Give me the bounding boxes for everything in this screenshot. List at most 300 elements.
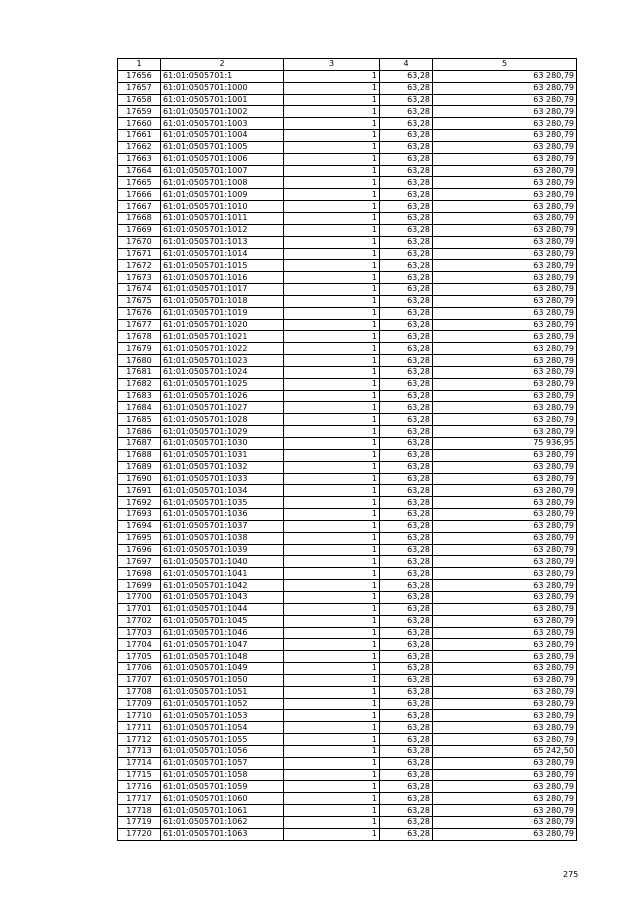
cadastral-number-cell: 61:01:0505701:1038: [161, 532, 284, 544]
table-row: [118, 591, 577, 603]
value-cell: 63 280,79: [433, 793, 577, 805]
row-number-cell: 17702: [118, 615, 161, 627]
value-cell: 63 280,79: [433, 710, 577, 722]
row-number-cell: 17714: [118, 757, 161, 769]
area-cell: 63,28: [380, 805, 433, 817]
value-cell: 63 280,79: [433, 272, 577, 284]
area-cell: 63,28: [380, 568, 433, 580]
area-cell: 63,28: [380, 461, 433, 473]
row-number-cell: 17680: [118, 355, 161, 367]
area-cell: 63,28: [380, 224, 433, 236]
value-cell: 63 280,79: [433, 260, 577, 272]
row-number-cell: 17671: [118, 248, 161, 260]
column-header-5: 5: [433, 59, 577, 71]
table-row: [118, 781, 577, 793]
quantity-cell: 1: [284, 212, 380, 224]
value-cell: 63 280,79: [433, 663, 577, 675]
row-number-cell: 17687: [118, 438, 161, 450]
quantity-cell: 1: [284, 817, 380, 829]
row-number-cell: 17713: [118, 745, 161, 757]
quantity-cell: 1: [284, 449, 380, 461]
cadastral-number-cell: 61:01:0505701:1053: [161, 710, 284, 722]
table-row: [118, 603, 577, 615]
table-row: [118, 544, 577, 556]
row-number-cell: 17706: [118, 663, 161, 675]
value-cell: 75 936,95: [433, 438, 577, 450]
row-number-cell: 17684: [118, 402, 161, 414]
area-cell: 63,28: [380, 177, 433, 189]
table-row: [118, 627, 577, 639]
value-cell: 63 280,79: [433, 284, 577, 296]
quantity-cell: 1: [284, 177, 380, 189]
area-cell: 63,28: [380, 248, 433, 260]
row-number-cell: 17673: [118, 272, 161, 284]
row-number-cell: 17700: [118, 591, 161, 603]
quantity-cell: 1: [284, 378, 380, 390]
table-row: [118, 722, 577, 734]
cadastral-number-cell: 61:01:0505701:1002: [161, 106, 284, 118]
table-row: [118, 520, 577, 532]
column-header-4: 4: [380, 59, 433, 71]
area-cell: 63,28: [380, 236, 433, 248]
quantity-cell: 1: [284, 663, 380, 675]
cadastral-number-cell: 61:01:0505701:1023: [161, 355, 284, 367]
quantity-cell: 1: [284, 686, 380, 698]
cadastral-number-cell: 61:01:0505701:1033: [161, 473, 284, 485]
area-cell: 63,28: [380, 307, 433, 319]
quantity-cell: 1: [284, 236, 380, 248]
table-row: [118, 556, 577, 568]
value-cell: 63 280,79: [433, 331, 577, 343]
value-cell: 63 280,79: [433, 805, 577, 817]
row-number-cell: 17686: [118, 426, 161, 438]
cadastral-number-cell: 61:01:0505701:1: [161, 70, 284, 82]
value-cell: 63 280,79: [433, 414, 577, 426]
value-cell: 63 280,79: [433, 390, 577, 402]
row-number-cell: 17660: [118, 118, 161, 130]
quantity-cell: 1: [284, 106, 380, 118]
cadastral-number-cell: 61:01:0505701:1000: [161, 82, 284, 94]
table-row: [118, 319, 577, 331]
table-row: [118, 639, 577, 651]
cadastral-number-cell: 61:01:0505701:1005: [161, 141, 284, 153]
row-number-cell: 17676: [118, 307, 161, 319]
quantity-cell: 1: [284, 591, 380, 603]
area-cell: 63,28: [380, 130, 433, 142]
area-cell: 63,28: [380, 118, 433, 130]
value-cell: 63 280,79: [433, 355, 577, 367]
quantity-cell: 1: [284, 82, 380, 94]
value-cell: 63 280,79: [433, 615, 577, 627]
area-cell: 63,28: [380, 343, 433, 355]
quantity-cell: 1: [284, 189, 380, 201]
cadastral-number-cell: 61:01:0505701:1039: [161, 544, 284, 556]
area-cell: 63,28: [380, 141, 433, 153]
quantity-cell: 1: [284, 355, 380, 367]
row-number-cell: 17703: [118, 627, 161, 639]
area-cell: 63,28: [380, 734, 433, 746]
area-cell: 63,28: [380, 497, 433, 509]
area-cell: 63,28: [380, 82, 433, 94]
quantity-cell: 1: [284, 295, 380, 307]
quantity-cell: 1: [284, 497, 380, 509]
row-number-cell: 17679: [118, 343, 161, 355]
table-row: [118, 307, 577, 319]
area-cell: 63,28: [380, 94, 433, 106]
cadastral-number-cell: 61:01:0505701:1063: [161, 828, 284, 840]
table-row: [118, 710, 577, 722]
quantity-cell: 1: [284, 651, 380, 663]
table-row: [118, 461, 577, 473]
area-cell: 63,28: [380, 295, 433, 307]
quantity-cell: 1: [284, 805, 380, 817]
value-cell: 63 280,79: [433, 118, 577, 130]
row-number-cell: 17683: [118, 390, 161, 402]
value-cell: 63 280,79: [433, 378, 577, 390]
value-cell: 63 280,79: [433, 70, 577, 82]
cadastral-number-cell: 61:01:0505701:1025: [161, 378, 284, 390]
cadastral-number-cell: 61:01:0505701:1012: [161, 224, 284, 236]
quantity-cell: 1: [284, 757, 380, 769]
quantity-cell: 1: [284, 201, 380, 213]
row-number-cell: 17682: [118, 378, 161, 390]
row-number-cell: 17665: [118, 177, 161, 189]
table-row: [118, 651, 577, 663]
row-number-cell: 17696: [118, 544, 161, 556]
quantity-cell: 1: [284, 307, 380, 319]
cadastral-number-cell: 61:01:0505701:1011: [161, 212, 284, 224]
row-number-cell: 17690: [118, 473, 161, 485]
value-cell: 63 280,79: [433, 165, 577, 177]
row-number-cell: 17707: [118, 674, 161, 686]
row-number-cell: 17672: [118, 260, 161, 272]
quantity-cell: 1: [284, 414, 380, 426]
row-number-cell: 17717: [118, 793, 161, 805]
quantity-cell: 1: [284, 461, 380, 473]
area-cell: 63,28: [380, 544, 433, 556]
row-number-cell: 17711: [118, 722, 161, 734]
table-row: [118, 686, 577, 698]
value-cell: 63 280,79: [433, 402, 577, 414]
value-cell: 63 280,79: [433, 212, 577, 224]
quantity-cell: 1: [284, 793, 380, 805]
value-cell: 63 280,79: [433, 94, 577, 106]
table-row: [118, 189, 577, 201]
table-row: [118, 331, 577, 343]
cadastral-number-cell: 61:01:0505701:1061: [161, 805, 284, 817]
area-cell: 63,28: [380, 355, 433, 367]
quantity-cell: 1: [284, 343, 380, 355]
cadastral-number-cell: 61:01:0505701:1055: [161, 734, 284, 746]
table-row: [118, 485, 577, 497]
table-row: [118, 674, 577, 686]
area-cell: 63,28: [380, 272, 433, 284]
area-cell: 63,28: [380, 106, 433, 118]
area-cell: 63,28: [380, 757, 433, 769]
value-cell: 63 280,79: [433, 366, 577, 378]
area-cell: 63,28: [380, 189, 433, 201]
cadastral-number-cell: 61:01:0505701:1062: [161, 817, 284, 829]
area-cell: 63,28: [380, 402, 433, 414]
area-cell: 63,28: [380, 781, 433, 793]
value-cell: 63 280,79: [433, 509, 577, 521]
value-cell: 63 280,79: [433, 817, 577, 829]
cadastral-number-cell: 61:01:0505701:1020: [161, 319, 284, 331]
cadastral-number-cell: 61:01:0505701:1060: [161, 793, 284, 805]
value-cell: 63 280,79: [433, 343, 577, 355]
value-cell: 63 280,79: [433, 591, 577, 603]
table-row: [118, 177, 577, 189]
quantity-cell: 1: [284, 438, 380, 450]
cadastral-number-cell: 61:01:0505701:1013: [161, 236, 284, 248]
area-cell: 63,28: [380, 580, 433, 592]
table-row: [118, 118, 577, 130]
table-row: [118, 272, 577, 284]
quantity-cell: 1: [284, 331, 380, 343]
value-cell: 63 280,79: [433, 532, 577, 544]
cadastral-number-cell: 61:01:0505701:1051: [161, 686, 284, 698]
area-cell: 63,28: [380, 426, 433, 438]
area-cell: 63,28: [380, 627, 433, 639]
row-number-cell: 17719: [118, 817, 161, 829]
quantity-cell: 1: [284, 260, 380, 272]
table-row: [118, 817, 577, 829]
area-cell: 63,28: [380, 651, 433, 663]
area-cell: 63,28: [380, 793, 433, 805]
row-number-cell: 17694: [118, 520, 161, 532]
area-cell: 63,28: [380, 260, 433, 272]
column-header-2: 2: [161, 59, 284, 71]
value-cell: 63 280,79: [433, 757, 577, 769]
value-cell: 63 280,79: [433, 520, 577, 532]
row-number-cell: 17670: [118, 236, 161, 248]
value-cell: 63 280,79: [433, 651, 577, 663]
table-row: [118, 366, 577, 378]
quantity-cell: 1: [284, 722, 380, 734]
cadastral-number-cell: 61:01:0505701:1004: [161, 130, 284, 142]
row-number-cell: 17689: [118, 461, 161, 473]
row-number-cell: 17705: [118, 651, 161, 663]
area-cell: 63,28: [380, 165, 433, 177]
value-cell: 63 280,79: [433, 426, 577, 438]
row-number-cell: 17712: [118, 734, 161, 746]
value-cell: 63 280,79: [433, 224, 577, 236]
area-cell: 63,28: [380, 556, 433, 568]
value-cell: 65 242,50: [433, 745, 577, 757]
table-row: [118, 130, 577, 142]
cadastral-number-cell: 61:01:0505701:1049: [161, 663, 284, 675]
table-row: [118, 402, 577, 414]
table-row: [118, 698, 577, 710]
cadastral-number-cell: 61:01:0505701:1031: [161, 449, 284, 461]
area-cell: 63,28: [380, 473, 433, 485]
row-number-cell: 17716: [118, 781, 161, 793]
table-row: [118, 355, 577, 367]
cadastral-number-cell: 61:01:0505701:1018: [161, 295, 284, 307]
cadastral-number-cell: 61:01:0505701:1046: [161, 627, 284, 639]
value-cell: 63 280,79: [433, 497, 577, 509]
cadastral-number-cell: 61:01:0505701:1022: [161, 343, 284, 355]
value-cell: 63 280,79: [433, 769, 577, 781]
cadastral-number-cell: 61:01:0505701:1057: [161, 757, 284, 769]
quantity-cell: 1: [284, 70, 380, 82]
quantity-cell: 1: [284, 118, 380, 130]
row-number-cell: 17667: [118, 201, 161, 213]
table-row: [118, 757, 577, 769]
table-row: [118, 141, 577, 153]
cadastral-number-cell: 61:01:0505701:1007: [161, 165, 284, 177]
cadastral-number-cell: 61:01:0505701:1048: [161, 651, 284, 663]
value-cell: 63 280,79: [433, 106, 577, 118]
cadastral-number-cell: 61:01:0505701:1059: [161, 781, 284, 793]
quantity-cell: 1: [284, 248, 380, 260]
cadastral-number-cell: 61:01:0505701:1009: [161, 189, 284, 201]
quantity-cell: 1: [284, 426, 380, 438]
cadastral-number-cell: 61:01:0505701:1036: [161, 509, 284, 521]
quantity-cell: 1: [284, 532, 380, 544]
value-cell: 63 280,79: [433, 698, 577, 710]
cadastral-number-cell: 61:01:0505701:1024: [161, 366, 284, 378]
quantity-cell: 1: [284, 319, 380, 331]
table-row: [118, 70, 577, 82]
area-cell: 63,28: [380, 615, 433, 627]
area-cell: 63,28: [380, 153, 433, 165]
value-cell: 63 280,79: [433, 295, 577, 307]
area-cell: 63,28: [380, 769, 433, 781]
quantity-cell: 1: [284, 224, 380, 236]
table-row: [118, 224, 577, 236]
value-cell: 63 280,79: [433, 556, 577, 568]
value-cell: 63 280,79: [433, 734, 577, 746]
quantity-cell: 1: [284, 153, 380, 165]
quantity-cell: 1: [284, 272, 380, 284]
area-cell: 63,28: [380, 509, 433, 521]
quantity-cell: 1: [284, 639, 380, 651]
table-row: [118, 473, 577, 485]
value-cell: 63 280,79: [433, 201, 577, 213]
area-cell: 63,28: [380, 414, 433, 426]
quantity-cell: 1: [284, 544, 380, 556]
table-row: [118, 449, 577, 461]
area-cell: 63,28: [380, 331, 433, 343]
table-row: [118, 580, 577, 592]
quantity-cell: 1: [284, 284, 380, 296]
row-number-cell: 17693: [118, 509, 161, 521]
row-number-cell: 17718: [118, 805, 161, 817]
cadastral-number-cell: 61:01:0505701:1058: [161, 769, 284, 781]
value-cell: 63 280,79: [433, 674, 577, 686]
row-number-cell: 17666: [118, 189, 161, 201]
area-cell: 63,28: [380, 378, 433, 390]
row-number-cell: 17685: [118, 414, 161, 426]
table-row: [118, 615, 577, 627]
quantity-cell: 1: [284, 734, 380, 746]
row-number-cell: 17720: [118, 828, 161, 840]
row-number-cell: 17664: [118, 165, 161, 177]
quantity-cell: 1: [284, 580, 380, 592]
cadastral-number-cell: 61:01:0505701:1021: [161, 331, 284, 343]
quantity-cell: 1: [284, 710, 380, 722]
row-number-cell: 17681: [118, 366, 161, 378]
quantity-cell: 1: [284, 627, 380, 639]
quantity-cell: 1: [284, 366, 380, 378]
quantity-cell: 1: [284, 485, 380, 497]
cadastral-number-cell: 61:01:0505701:1041: [161, 568, 284, 580]
cadastral-number-cell: 61:01:0505701:1016: [161, 272, 284, 284]
area-cell: 63,28: [380, 591, 433, 603]
area-cell: 63,28: [380, 698, 433, 710]
value-cell: 63 280,79: [433, 461, 577, 473]
value-cell: 63 280,79: [433, 627, 577, 639]
area-cell: 63,28: [380, 485, 433, 497]
row-number-cell: 17659: [118, 106, 161, 118]
row-number-cell: 17708: [118, 686, 161, 698]
area-cell: 63,28: [380, 438, 433, 450]
value-cell: 63 280,79: [433, 722, 577, 734]
value-cell: 63 280,79: [433, 568, 577, 580]
table-row: [118, 295, 577, 307]
quantity-cell: 1: [284, 509, 380, 521]
cadastral-number-cell: 61:01:0505701:1040: [161, 556, 284, 568]
table-row: [118, 390, 577, 402]
quantity-cell: 1: [284, 745, 380, 757]
table-row: [118, 509, 577, 521]
cadastral-number-cell: 61:01:0505701:1054: [161, 722, 284, 734]
row-number-cell: 17699: [118, 580, 161, 592]
cadastral-number-cell: 61:01:0505701:1015: [161, 260, 284, 272]
area-cell: 63,28: [380, 639, 433, 651]
quantity-cell: 1: [284, 402, 380, 414]
value-cell: 63 280,79: [433, 248, 577, 260]
area-cell: 63,28: [380, 674, 433, 686]
quantity-cell: 1: [284, 165, 380, 177]
table-row: [118, 94, 577, 106]
value-cell: 63 280,79: [433, 544, 577, 556]
table-row: [118, 165, 577, 177]
quantity-cell: 1: [284, 615, 380, 627]
row-number-cell: 17662: [118, 141, 161, 153]
row-number-cell: 17668: [118, 212, 161, 224]
area-cell: 63,28: [380, 520, 433, 532]
row-number-cell: 17697: [118, 556, 161, 568]
header-row: [118, 59, 577, 71]
cadastral-number-cell: 61:01:0505701:1030: [161, 438, 284, 450]
row-number-cell: 17674: [118, 284, 161, 296]
table-row: [118, 532, 577, 544]
value-cell: 63 280,79: [433, 189, 577, 201]
row-number-cell: 17677: [118, 319, 161, 331]
table-row: [118, 734, 577, 746]
table-row: [118, 343, 577, 355]
area-cell: 63,28: [380, 710, 433, 722]
table-row: [118, 438, 577, 450]
cadastral-number-cell: 61:01:0505701:1028: [161, 414, 284, 426]
value-cell: 63 280,79: [433, 177, 577, 189]
row-number-cell: 17688: [118, 449, 161, 461]
area-cell: 63,28: [380, 212, 433, 224]
area-cell: 63,28: [380, 70, 433, 82]
value-cell: 63 280,79: [433, 130, 577, 142]
table-row: [118, 568, 577, 580]
cadastral-number-cell: 61:01:0505701:1047: [161, 639, 284, 651]
table-row: [118, 82, 577, 94]
value-cell: 63 280,79: [433, 603, 577, 615]
value-cell: 63 280,79: [433, 473, 577, 485]
cadastral-number-cell: 61:01:0505701:1026: [161, 390, 284, 402]
value-cell: 63 280,79: [433, 485, 577, 497]
column-header-3: 3: [284, 59, 380, 71]
table-row: [118, 497, 577, 509]
